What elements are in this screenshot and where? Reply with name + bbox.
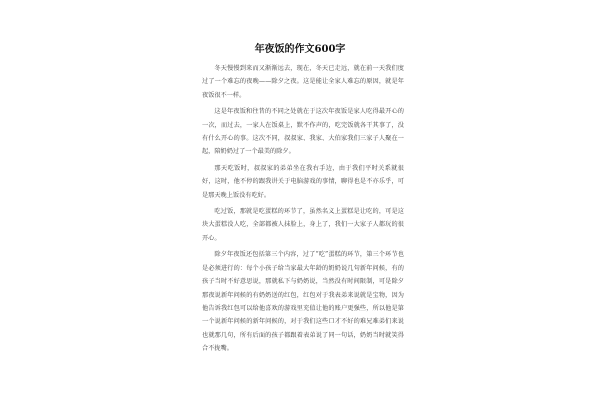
essay-paragraph-4: 吃过饭，那就是吃蛋糕的环节了，虽然名义上蛋糕是让吃的，可是这块大蛋糕没人吃，全部都被人抹脸上，身上了，我们一大家子人都玩的很开心。: [202, 208, 404, 242]
essay-paragraph-2: 这是年夜饭和往昔的不同之处就在于这次年夜饭是家人吃得最开心的一次，而过去，一家人在饭桌上，默不作声的，吃完饭就各干其事了，没有什么开心的事。这次不同，叔叔家、我家、大伯家我们三家子人聚在一起，陪奶奶过了一个最美的除夕。: [202, 108, 404, 156]
essay-paragraph-1: 冬天慢慢到来而又渐渐远去，现在，冬天已走远，就在前一天我们度过了一个难忘的夜晚——除夕之夜。这是能让全家人难忘的原因，就是年夜饭很不一样。: [202, 65, 404, 99]
essay-paragraph-5: 除夕年夜饭还包括第三个内容，过了“吃”蛋糕的环节，第三个环节也是必须进行的：每个小孩子给当家最大年龄的奶奶说几句新年问候，有的孩子当时不好意思说，那就私下与奶奶说，当然没有时间限制，可是除夕那夜说新年问候的有奶奶送的红包，红包对于我表弟来说就是宝物，因为他告诉我红包可以给他喜欢的游戏里充值让他的账户更强些，所以他是第一个说新年问候的新年问候的，对于我们这些口才不好的难兄难弟们来说也就那几句，所有后面的孩子都跟着表弟说了同一句话，奶奶当时就笑得合不拢嘴。: [202, 251, 404, 353]
essay-body: [202, 62, 404, 359]
essay-paragraph-3: 那天吃饭时，叔叔家的弟弟坐在我右手边，由于我们平时关系就很好，这时，他不停的跟我讲关于电脑游戏的事情，聊得也是不亦乐乎，可是那天晚上饭没有吃好。: [202, 164, 404, 199]
essay-title: 年夜饭的作文600字: [254, 44, 346, 55]
